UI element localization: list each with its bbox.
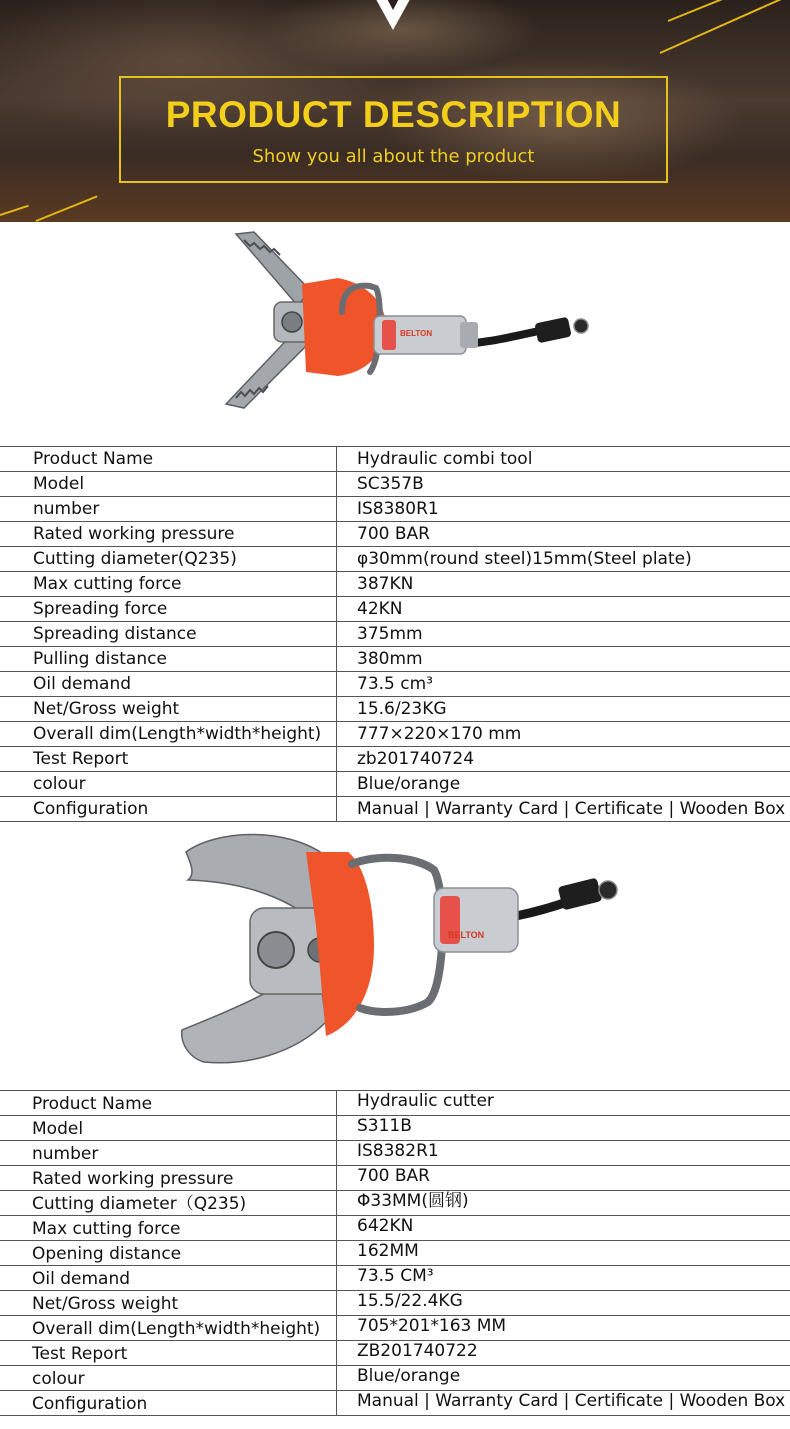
decorative-stripe <box>660 0 789 54</box>
spec-label: Product Name <box>32 1094 153 1114</box>
spec-value: Blue/orange <box>357 1366 461 1386</box>
table-row <box>0 622 790 647</box>
spec-label: Product Name <box>33 449 154 469</box>
spec-label: Spreading force <box>33 599 168 619</box>
spec-label: Model <box>33 474 85 494</box>
hydraulic-combi-tool-image <box>214 226 610 416</box>
product-description-banner <box>0 0 790 222</box>
spec-value: φ30mm(round steel)15mm(Steel plate) <box>357 549 692 569</box>
brand-label: BELTON <box>400 329 433 338</box>
table-row <box>0 1141 790 1166</box>
spec-value: IS8382R1 <box>357 1141 439 1161</box>
spec-value: Hydraulic combi tool <box>357 449 533 469</box>
spec-label: Pulling distance <box>33 649 167 669</box>
table-row <box>0 497 790 522</box>
spec-label: Overall dim(Length*width*height) <box>33 724 322 744</box>
spec-label: Max cutting force <box>32 1219 181 1239</box>
table-row <box>0 1166 790 1191</box>
table-row <box>0 747 790 772</box>
decorative-stripe <box>36 195 98 222</box>
spec-label: number <box>32 1144 99 1164</box>
table-row <box>0 1316 790 1341</box>
spec-label: Oil demand <box>32 1269 131 1289</box>
table-row <box>0 1291 790 1316</box>
table-row <box>0 772 790 797</box>
table-row <box>0 1366 790 1391</box>
spec-value: 15.5/22.4KG <box>357 1291 463 1311</box>
table-row <box>0 1241 790 1266</box>
table-row <box>0 1341 790 1366</box>
spec-label: Configuration <box>32 1394 148 1414</box>
spec-label: colour <box>32 1369 85 1389</box>
spec-value: SC357B <box>357 474 424 494</box>
spec-label: Cutting diameter（Q235) <box>32 1194 247 1214</box>
page-title: PRODUCT DESCRIPTION <box>165 94 622 135</box>
table-row <box>0 697 790 722</box>
spec-label: Model <box>32 1119 84 1139</box>
spec-label: Max cutting force <box>33 574 182 594</box>
cutter-spec-table <box>0 1090 790 1416</box>
spec-value: 15.6/23KG <box>357 699 447 719</box>
table-row <box>0 647 790 672</box>
spec-label: Oil demand <box>33 674 132 694</box>
spec-label: Test Report <box>32 1344 128 1364</box>
spec-value: 700 BAR <box>357 524 430 544</box>
page-subtitle: Show you all about the product <box>252 146 535 167</box>
spec-value: 705*201*163 MM <box>357 1316 507 1336</box>
brand-label: BELTON <box>448 930 485 940</box>
spec-label: colour <box>33 774 86 794</box>
spec-value: 375mm <box>357 624 423 644</box>
table-row <box>0 1116 790 1141</box>
spec-label: Rated working pressure <box>33 524 235 544</box>
spec-label: Opening distance <box>32 1244 182 1264</box>
spec-label: Cutting diameter(Q235) <box>33 549 237 569</box>
spec-label: Overall dim(Length*width*height) <box>32 1319 321 1339</box>
spec-value: 700 BAR <box>357 1166 430 1186</box>
spec-value: zb201740724 <box>357 749 475 769</box>
table-row <box>0 1266 790 1291</box>
spec-value: 42KN <box>357 599 403 619</box>
table-row <box>0 572 790 597</box>
spec-value: 777×220×170 mm <box>357 724 522 744</box>
spec-value: 642KN <box>357 1216 414 1236</box>
spec-label: number <box>33 499 100 519</box>
table-row <box>0 672 790 697</box>
spec-label: Net/Gross weight <box>33 699 180 719</box>
spec-label: Rated working pressure <box>32 1169 234 1189</box>
hydraulic-cutter-image <box>176 826 628 1070</box>
title-box <box>119 76 668 183</box>
spec-label: Net/Gross weight <box>32 1294 179 1314</box>
spec-value: 73.5 cm³ <box>357 674 433 694</box>
table-row <box>0 722 790 747</box>
table-row <box>0 1216 790 1241</box>
spec-label: Spreading distance <box>33 624 197 644</box>
decorative-stripe <box>668 0 734 22</box>
spec-value: ZB201740722 <box>357 1341 478 1361</box>
table-row <box>0 1391 790 1416</box>
chevron-down-icon <box>362 0 424 30</box>
spec-value: Hydraulic cutter <box>357 1091 494 1111</box>
table-row <box>0 1091 790 1116</box>
decorative-stripe <box>0 205 29 216</box>
spec-value: 162MM <box>357 1241 419 1261</box>
spec-value: S311B <box>357 1116 412 1136</box>
spec-value: Manual | Warranty Card | Certificate | Wooden Box <box>357 799 786 819</box>
spec-value: 387KN <box>357 574 414 594</box>
spec-label: Configuration <box>33 799 149 819</box>
spec-value: Manual | Warranty Card | Certificate | Wooden Box <box>357 1391 786 1411</box>
spec-value: 73.5 CM³ <box>357 1266 434 1286</box>
table-row <box>0 447 790 472</box>
spec-value: IS8380R1 <box>357 499 439 519</box>
combi-tool-spec-table <box>0 446 790 822</box>
table-row <box>0 1191 790 1216</box>
spec-value: 380mm <box>357 649 423 669</box>
spec-label: Test Report <box>33 749 129 769</box>
spec-value: Φ33MM(圆钢) <box>357 1191 469 1211</box>
table-row <box>0 547 790 572</box>
spec-value: Blue/orange <box>357 774 461 794</box>
table-row <box>0 522 790 547</box>
table-row <box>0 472 790 497</box>
table-row <box>0 797 790 822</box>
table-row <box>0 597 790 622</box>
